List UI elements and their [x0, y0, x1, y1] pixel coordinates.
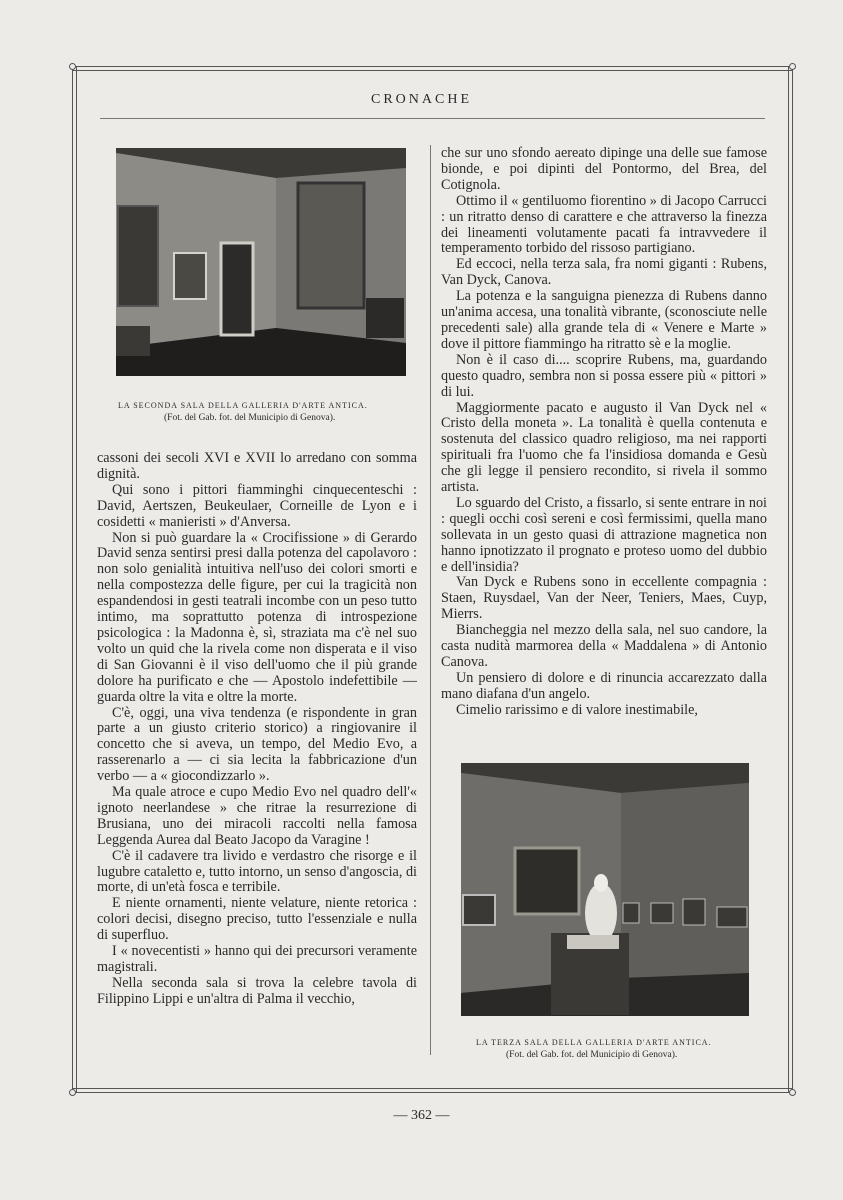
paragraph: Lo sguardo del Cristo, a fissarlo, si sente entrare in noi : quegli occhi così sereni e così fermissimi, quella mano sollevata in un gesto quasi di attrazione magnetica non hanno ipnotizzato il prognato e proteso uomo del dubbio e dell'insidia? [441, 494, 767, 575]
paragraph: E niente ornamenti, niente velature, niente retorica : colori decisi, disegno preciso, tutto l'essenziale e nulla di superfluo. [97, 895, 417, 944]
corner-ornament [69, 1089, 76, 1096]
frame-right-rule [788, 66, 789, 1092]
paragraph: Ed eccoci, nella terza sala, fra nomi giganti : Rubens, Van Dyck, Canova. [441, 256, 767, 289]
frame-bottom-rule [72, 1088, 792, 1089]
frame-right-rule-inner [792, 66, 793, 1092]
section-title: CRONACHE [370, 92, 472, 107]
paragraph: Non si può guardare la « Crocifissione » di Gerardo David senza sentirsi presi dalla potenza del capolavoro : non solo genialità intuitiva nell'uso dei colori smorti e nella compostezza delle figure, per cui la tragicità non espandendosi in gesti teatrali incombe con un peso tutto intimo, ma soprattutto potenza di introspezione psicologica : la Madonna è, sì, straziata ma c'è nel suo volto un quid che la rivela come non disperata e il viso di San Giovanni è il viso dell'uomo che il più grande dolore ha purificato e che — Apostolo indefettibile — guarda oltre la vita e oltre la morte. [97, 529, 417, 705]
photo-caption-bottom [476, 1036, 776, 1062]
column-divider [430, 145, 431, 1055]
frame-bottom-rule-inner [72, 1092, 792, 1093]
paragraph: C'è il cadavere tra livido e verdastro che risorge e il lugubre cataletto e, tutto intorno, un senso d'angoscia, di morte, di un'età fosca e terribile. [97, 847, 417, 896]
paragraph: Biancheggia nel mezzo della sala, nel suo candore, la casta nudità marmorea della « Maddalena » di Antonio Canova. [441, 622, 767, 670]
header-divider [100, 118, 765, 119]
frame-top-rule [72, 66, 792, 67]
photo-caption-top [118, 399, 418, 425]
paragraph: Nella seconda sala si trova la celebre tavola di Filippino Lippi e un'altra di Palma il vecchio, [97, 974, 417, 1007]
photo-terza-sala [461, 763, 749, 1016]
paragraph: Qui sono i pittori fiamminghi cinquecenteschi : David, Aertszen, Beukeulaer, Corneille de Lyon e i cosidetti « manieristi » d'Anversa. [97, 481, 417, 530]
frame-left-rule [72, 66, 73, 1092]
left-column [97, 451, 417, 1008]
paragraph: Ma quale atroce e cupo Medio Evo nel quadro dell'« ignoto neerlandese » che ritrae la resurrezione di Brusiana, uno dei miracoli raccolti nella famosa Leggenda Aurea dal Beato Jacopo da Varagine ! [97, 784, 417, 848]
corner-ornament [69, 63, 76, 70]
caption-title: LA SECONDA SALA DELLA GALLERIA D'ARTE ANTICA. [118, 401, 368, 410]
corner-ornament [789, 63, 796, 70]
right-column [441, 146, 767, 719]
paragraph: cassoni dei secoli XVI e XVII lo arredano con somma dignità. [97, 450, 417, 482]
paragraph: Ottimo il « gentiluomo fiorentino » di Jacopo Carrucci : un ritratto denso di carattere e che attraverso la finezza dei lineamenti volutamente pacati fa intravvedere il temperamento torbido del rissoso partigiano. [441, 192, 767, 257]
corner-ornament [789, 1089, 796, 1096]
caption-credit: (Fot. del Gab. fot. del Municipio di Genova). [164, 413, 336, 423]
caption-title: LA TERZA SALA DELLA GALLERIA D'ARTE ANTICA. [476, 1038, 712, 1047]
photo-seconda-sala [116, 148, 406, 376]
paragraph: La potenza e la sanguigna pienezza di Rubens danno un'anima accesa, una tonalità vibrante, (sconosciute nelle precedenti sale) alla grande tela di « Venere e Marte » dove il pittore fiammingo ha ritratto sè e la moglie. [441, 288, 767, 352]
paragraph: che sur uno sfondo aereato dipinge una delle sue famose bionde, e poi dipinti del Pontormo, del Brea, del Cotignola. [441, 145, 767, 193]
paragraph: Non è il caso di.... scoprire Rubens, ma, guardando questo quadro, sembra non si possa essere più « pittori » di lui. [441, 351, 767, 400]
frame-top-rule-inner [72, 70, 792, 71]
frame-left-rule-inner [76, 66, 77, 1092]
paragraph: Maggiormente pacato e augusto il Van Dyck nel « Cristo della moneta ». La tonalità è quella contenuta e sostenuta del classico quadro religioso, ma nei rapporti spirituali fra l'uomo che fa l'insidiosa domanda e Gesù che gli legge il pensiero recondito, si rivela il sommo artista. [441, 399, 767, 496]
caption-credit: (Fot. del Gab. fot. del Municipio di Genova). [506, 1050, 678, 1060]
paragraph: Un pensiero di dolore e di rinuncia accarezzato dalla mano diafana d'un angelo. [441, 669, 767, 702]
paragraph: Van Dyck e Rubens sono in eccellente compagnia : Staen, Ruysdael, Van der Neer, Teniers, Maes, Cuyp, Mierrs. [441, 574, 767, 623]
page-number: — 362 — [393, 1108, 450, 1123]
paragraph: C'è, oggi, una viva tendenza (e rispondente in gran parte a un giusto criterio storico) a ringiovanire il concetto che si aveva, un tempo, del Medio Evo, a rasserenarlo a — ci sia lecita la fabbricazione d'un verbo — a « giocondizzarlo ». [97, 704, 417, 785]
paragraph: Cimelio rarissimo e di valore inestimabile, [456, 701, 698, 718]
paragraph: I « novecentisti » hanno qui dei precursori veramente magistrali. [97, 943, 417, 975]
